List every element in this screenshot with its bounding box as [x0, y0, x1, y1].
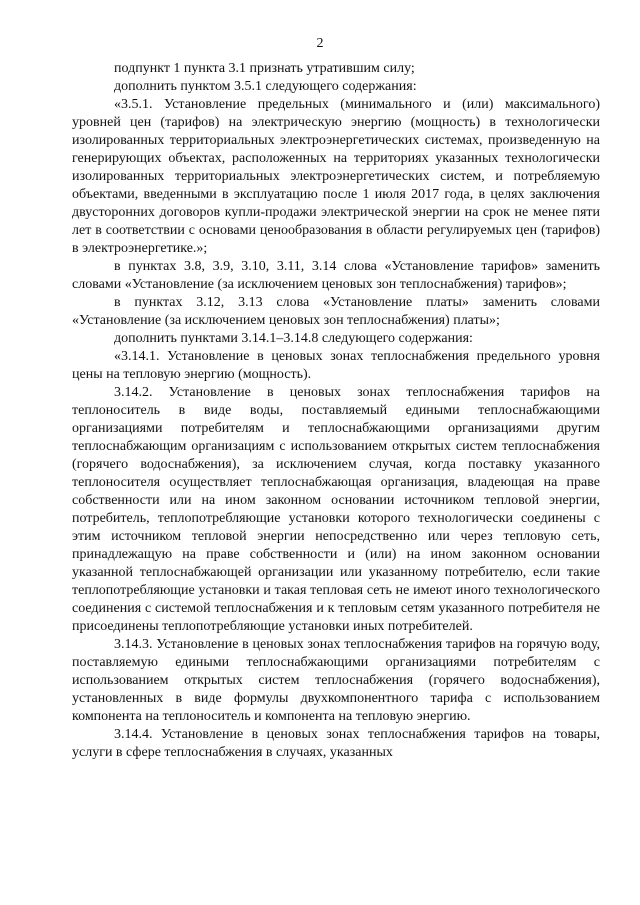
paragraph-7: «3.14.1. Установление в ценовых зонах теплоснабжения предельного уровня цены на тепловую энергию (мощность). [72, 349, 600, 382]
paragraph-9: 3.14.3. Установление в ценовых зонах теплоснабжения тарифов на горячую воду, поставляемую едиными теплоснабжающими организациями потребителям с использованием открытых систем теплоснабжения (горячего водоснабжения), установленных в виде формулы двухкомпонентного тарифа с использованием компонента на теплоноситель и компонента на тепловую энергию. [72, 637, 600, 724]
paragraph-8: 3.14.2. Установление в ценовых зонах теплоснабжения тарифов на теплоноситель в виде воды, поставляемый едиными теплоснабжающими организациями потребителям и теплоснабжающими организациями другим теплоснабжающим организациям с использованием открытых систем теплоснабжения (горячего водоснабжения), за исключением случая, когда поставку указанного теплоносителя осуществляет теплоснабжающая организация, владеющая на праве собственности или на ином законном основании источником тепловой энергии, потребитель, теплопотребляющие установки которого технологически соединены с этим источником тепловой энергии непосредственно или через тепловую сеть, принадлежащую на праве собственности и (или) на ином законном основании указанной теплоснабжающей организации или указанному потребителю, если такие теплопотребляющие установки и такая тепловая сеть не имеют иного технологического соединения с системой теплоснабжения и к тепловым сетям указанного потребителя не присоединены теплопотребляющие установки иных потребителей. [72, 385, 600, 634]
paragraph-5: в пунктах 3.12, 3.13 слова «Установление платы» заменить словами «Установление (за исключением ценовых зон теплоснабжения) платы»; [72, 295, 600, 328]
paragraph-2: дополнить пунктом 3.5.1 следующего содержания: [114, 79, 417, 94]
paragraph-4: в пунктах 3.8, 3.9, 3.10, 3.11, 3.14 слова «Установление тарифов» заменить словами «Установление (за исключением ценовых зон теплоснабжения) тарифов»; [72, 259, 600, 292]
paragraph-10: 3.14.4. Установление в ценовых зонах теплоснабжения тарифов на товары, услуги в сфере теплоснабжения в случаях, указанных [72, 727, 600, 760]
paragraph-3: «3.5.1. Установление предельных (минимального и (или) максимального) уровней цен (тарифов) на электрическую энергию (мощность) в технологически изолированных территориальных электроэнергетических системах, произведенную на генерирующих объектах, расположенных на территориях указанных технологически изолированных территориальных электроэнергетических систем, и потребляемую объектами, введенными в эксплуатацию после 1 июля 2017 года, в целях заключения двусторонних договоров купли-продажи электрической энергии на срок не менее пяти лет в соответствии с основами ценообразования в области регулируемых цен (тарифов) в электроэнергетике.»; [72, 97, 600, 256]
document-body [72, 60, 600, 762]
paragraph-6: дополнить пунктами 3.14.1–3.14.8 следующего содержания: [114, 331, 473, 346]
page-number: 2 [316, 36, 324, 51]
paragraph-1: подпункт 1 пункта 3.1 признать утратившим силу; [114, 61, 415, 76]
